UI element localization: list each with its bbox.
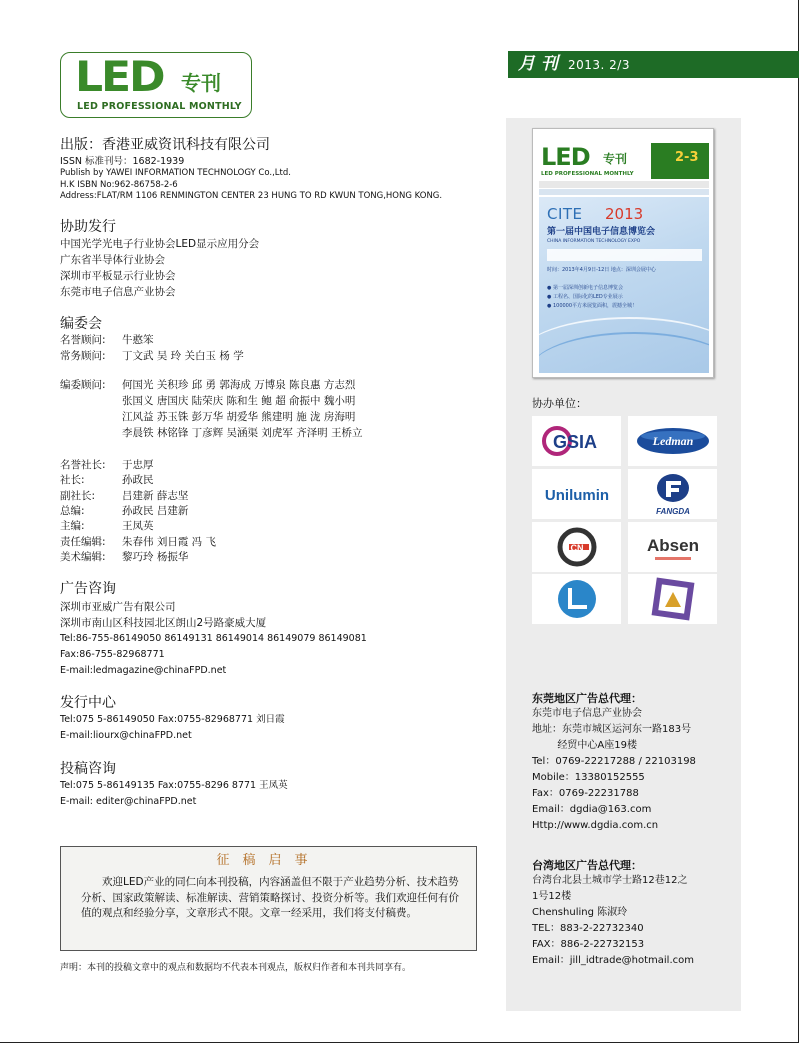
- partner-logo-cn: [532, 522, 621, 572]
- staff-row: [60, 503, 188, 519]
- disclaimer: 声明：本刊的投稿文章中的观点和数据均不代表本刊观点，版权归作者和本刊共同享有。: [60, 963, 412, 973]
- taiwan-agent-line: Chenshuling 陈淑玲: [532, 907, 628, 918]
- logo-zhuankan-text: 专刊: [181, 71, 221, 95]
- staff-key: 总编:: [60, 505, 85, 517]
- editor-row: 张国义 唐国庆 陆荣庆 陈和生 鲍 超 俞振中 魏小明: [122, 395, 356, 407]
- committee-value: 牛憨笨: [122, 334, 154, 346]
- publisher-address: Address:FLAT/RM 1106 RENMINGTON CENTER 23 HUNG TO RD KWUN TONG,HONG KONG.: [60, 191, 443, 201]
- partner-logo-absen: [628, 522, 717, 572]
- partners-grid: [532, 416, 717, 624]
- partner-logo-text: FANGDA: [655, 507, 690, 516]
- editor-row: 何国光 关积珍 邱 勇 郭海成 万博泉 陈良惠 方志烈: [122, 379, 356, 391]
- cover-sub-bar: [539, 181, 709, 188]
- magazine-logo: [60, 52, 252, 118]
- staff-key: 社长:: [60, 474, 85, 486]
- dongguan-agent-line: 经贸中心A座19楼: [532, 740, 637, 751]
- cover-bullet: ● 工程名、国际化的LED专业展示: [547, 294, 623, 300]
- cover-top-strip: [537, 133, 709, 141]
- taiwan-agent-line: FAX：886-2-22732153: [532, 939, 645, 950]
- co-publishers-title: 协助发行: [60, 219, 116, 235]
- distribution-email: E-mail:liourx@chinaFPD.net: [60, 730, 192, 741]
- editor-row: 李晨铁 林铭锋 丁彦辉 吴涵渠 刘虎军 齐泽明 王桥立: [122, 427, 363, 439]
- co-publisher-item: 东莞市电子信息产业协会: [60, 286, 176, 298]
- staff-key: 责任编辑:: [60, 536, 106, 548]
- staff-key: 主编:: [60, 520, 85, 532]
- absen-logo-icon: [633, 527, 713, 567]
- taiwan-agent-title: 台湾地区广告总代理：: [532, 859, 642, 872]
- dongguan-agent-line: Fax：0769-22231788: [532, 788, 639, 799]
- co-publisher-item: 广东省半导体行业协会: [60, 254, 165, 266]
- staff-value: 王凤英: [122, 520, 154, 532]
- call-for-papers-title: 征稿启事: [216, 853, 321, 868]
- issue-label: 月 刊: [518, 54, 558, 74]
- taiwan-agent-line: TEL：883-2-22732340: [532, 923, 644, 934]
- cover-led: LED: [541, 143, 590, 171]
- taiwan-agent-line: Email：jill_idtrade@hotmail.com: [532, 955, 694, 966]
- cover-bullet: ● 100000平方米展览面积，震撼全城！: [547, 303, 638, 309]
- cover-date-line: 时间：2013年4月9日-12日 地点：深圳会展中心: [547, 267, 656, 273]
- co-publisher-item: 深圳市平板显示行业协会: [60, 270, 176, 282]
- partner-logo-text: Unilumin: [544, 487, 609, 504]
- cover-year: 2013: [605, 205, 644, 223]
- publisher-company: Publish by YAWEI INFORMATION TECHNOLOGY Co.,Ltd.: [60, 168, 291, 178]
- submission-tel: Tel:075 5-86149135 Fax:0755-8296 8771 王凤英: [60, 780, 288, 791]
- dongguan-agent-line: Tel：0769-22217288 / 22103198: [532, 756, 696, 767]
- staff-key: 副社长:: [60, 490, 96, 502]
- ledman-logo-icon: [633, 421, 713, 461]
- co-publishers-list: [60, 236, 259, 300]
- partners-title: 协办单位：: [532, 397, 587, 410]
- cover-zhuankan: 专刊: [603, 152, 628, 166]
- staff-value: 孙政民: [122, 474, 154, 486]
- partner-logo-fangda: [628, 469, 717, 519]
- ads-lines: [60, 599, 367, 679]
- taiwan-agent-line: 1号12楼: [532, 891, 572, 902]
- ads-address: 深圳市南山区科技园北区朗山2号路豪威大厦: [60, 617, 267, 629]
- distribution-tel: Tel:075 5-86149050 Fax:0755-82968771 刘日霞: [60, 714, 285, 725]
- cover-cite: CITE: [547, 205, 583, 223]
- cover-english: LED PROFESSIONAL MONTHLY: [541, 171, 634, 177]
- committee-row: [60, 348, 244, 364]
- partner-logo-text: GSIA: [552, 432, 597, 452]
- cn-logo-icon: [547, 524, 607, 570]
- circle-l-logo-icon: [547, 576, 607, 622]
- editor-row: 江风益 苏玉铢 彭万华 胡爱华 熊建明 施 泷 房海明: [122, 411, 356, 423]
- ads-company: 深圳市亚威广告有限公司: [60, 601, 176, 613]
- dongguan-agent-line: 东莞市电子信息产业协会: [532, 708, 642, 719]
- call-for-papers-body: 欢迎LED产业的同仁向本刊投稿，内容涵盖但不限于产业趋势分析、技术趋势分析、国家政策解读、标准解读、营销策略探讨、投资分析等。我们欢迎任何有价值的观点和经验分享，文章形式不限。文章一经采用，我们将支付稿费。: [81, 876, 459, 919]
- dongguan-agent-line: Email：dgdia@163.com: [532, 804, 652, 815]
- dongguan-agent: [532, 691, 696, 834]
- dongguan-agent-line: Http://www.dgdia.com.cn: [532, 820, 659, 831]
- cover-bullet: ● 第一届深圳创新电子信息博览会: [547, 285, 623, 291]
- square-q-logo-icon: [643, 576, 703, 622]
- ads-email: E-mail:ledmagazine@chinaFPD.net: [60, 665, 227, 676]
- issue-date: 2013. 2/3: [568, 58, 630, 72]
- ads-tel: Tel:86-755-86149050 86149131 86149014 86149079 86149081: [60, 633, 367, 644]
- partner-logo-text: L: [546, 576, 548, 577]
- call-for-papers-box: [60, 846, 477, 951]
- partner-logo-ledman: [628, 416, 717, 466]
- partner-logo-text: Absen: [646, 536, 699, 555]
- staff-value: 朱春伟 刘日霞 冯 飞: [122, 536, 217, 548]
- co-publisher-item: 中国光学光电子行业协会LED显示应用分会: [60, 238, 260, 250]
- staff-value: 吕建新 薛志坚: [122, 490, 189, 502]
- partner-logo-text: CN: [570, 543, 583, 553]
- taiwan-agent-line: 台湾台北县土城市学士路12巷12之: [532, 875, 688, 886]
- unilumin-logo-icon: [534, 474, 620, 514]
- submission-lines: [60, 778, 288, 810]
- committee-row: [60, 332, 154, 348]
- cover-issue-box: [651, 143, 709, 179]
- staff-row: [60, 472, 154, 488]
- cover-issue-no: 2-3: [675, 150, 699, 165]
- dongguan-agent-line: 地址：东莞市城区运河东一路183号: [532, 724, 692, 735]
- staff-row: [60, 549, 188, 565]
- publisher-issn: ISSN 标准刊号：1682-1939: [60, 156, 185, 167]
- magazine-cover: [532, 128, 714, 378]
- taiwan-agent: [532, 858, 694, 969]
- partner-logo-gsia: [532, 416, 621, 466]
- ads-title: 广告咨询: [60, 581, 116, 597]
- issue-bar: [508, 51, 799, 78]
- ads-fax: Fax:86-755-82968771: [60, 649, 165, 660]
- partner-logo-text: Ledman: [652, 434, 693, 448]
- cover-artwork: [539, 197, 709, 373]
- cover-sponsor-strip: [547, 249, 702, 261]
- partner-logo-circle-l: [532, 574, 621, 624]
- cover-headline: 第一届中国电子信息博览会: [547, 227, 656, 237]
- logo-led-text: LED: [75, 52, 164, 101]
- staff-row: [60, 518, 154, 534]
- dongguan-agent-title: 东莞地区广告总代理：: [532, 692, 642, 705]
- fangda-logo-icon: [633, 471, 713, 517]
- distribution-title: 发行中心: [60, 695, 116, 711]
- publisher-isbn: H.K ISBN No:962-86758-2-6: [60, 179, 178, 190]
- staff-value: 于忠厚: [122, 459, 154, 471]
- partner-logo-text: Q: [642, 576, 644, 577]
- staff-row: [60, 534, 216, 550]
- partner-logo-square-q: [628, 574, 717, 624]
- committee-key: 名誉顾问:: [60, 334, 106, 346]
- staff-row: [60, 457, 154, 473]
- submission-email: E-mail: editer@chinaFPD.net: [60, 796, 197, 807]
- staff-value: 黎巧玲 杨振华: [122, 551, 189, 563]
- cover-subline: CHINA INFORMATION TECHNOLOGY EXPO: [547, 239, 641, 244]
- dongguan-agent-line: Mobile：13380152555: [532, 772, 645, 783]
- distribution-lines: [60, 712, 285, 744]
- staff-key: 名誉社长:: [60, 459, 106, 471]
- committee-editors-key: 编委顾问:: [60, 379, 106, 391]
- partner-logo-unilumin: [532, 469, 621, 519]
- publisher-lines: [60, 155, 442, 203]
- publisher-title: 出版：香港亚威资讯科技有限公司: [60, 137, 270, 153]
- cover-url-bar: [539, 189, 709, 195]
- committee-title: 编委会: [60, 316, 102, 332]
- submission-title: 投稿咨询: [60, 761, 116, 777]
- committee-key: 常务顾问:: [60, 350, 106, 362]
- logo-english-text: LED PROFESSIONAL MONTHLY: [77, 101, 242, 112]
- committee-editors: [60, 377, 363, 441]
- staff-value: 孙政民 吕建新: [122, 505, 189, 517]
- staff-row: [60, 488, 188, 504]
- gsia-logo-icon: [537, 421, 617, 461]
- staff-key: 美术编辑:: [60, 551, 106, 563]
- committee-value: 丁文武 吴 玲 关白玉 杨 学: [122, 350, 244, 362]
- cover-header: [539, 143, 709, 179]
